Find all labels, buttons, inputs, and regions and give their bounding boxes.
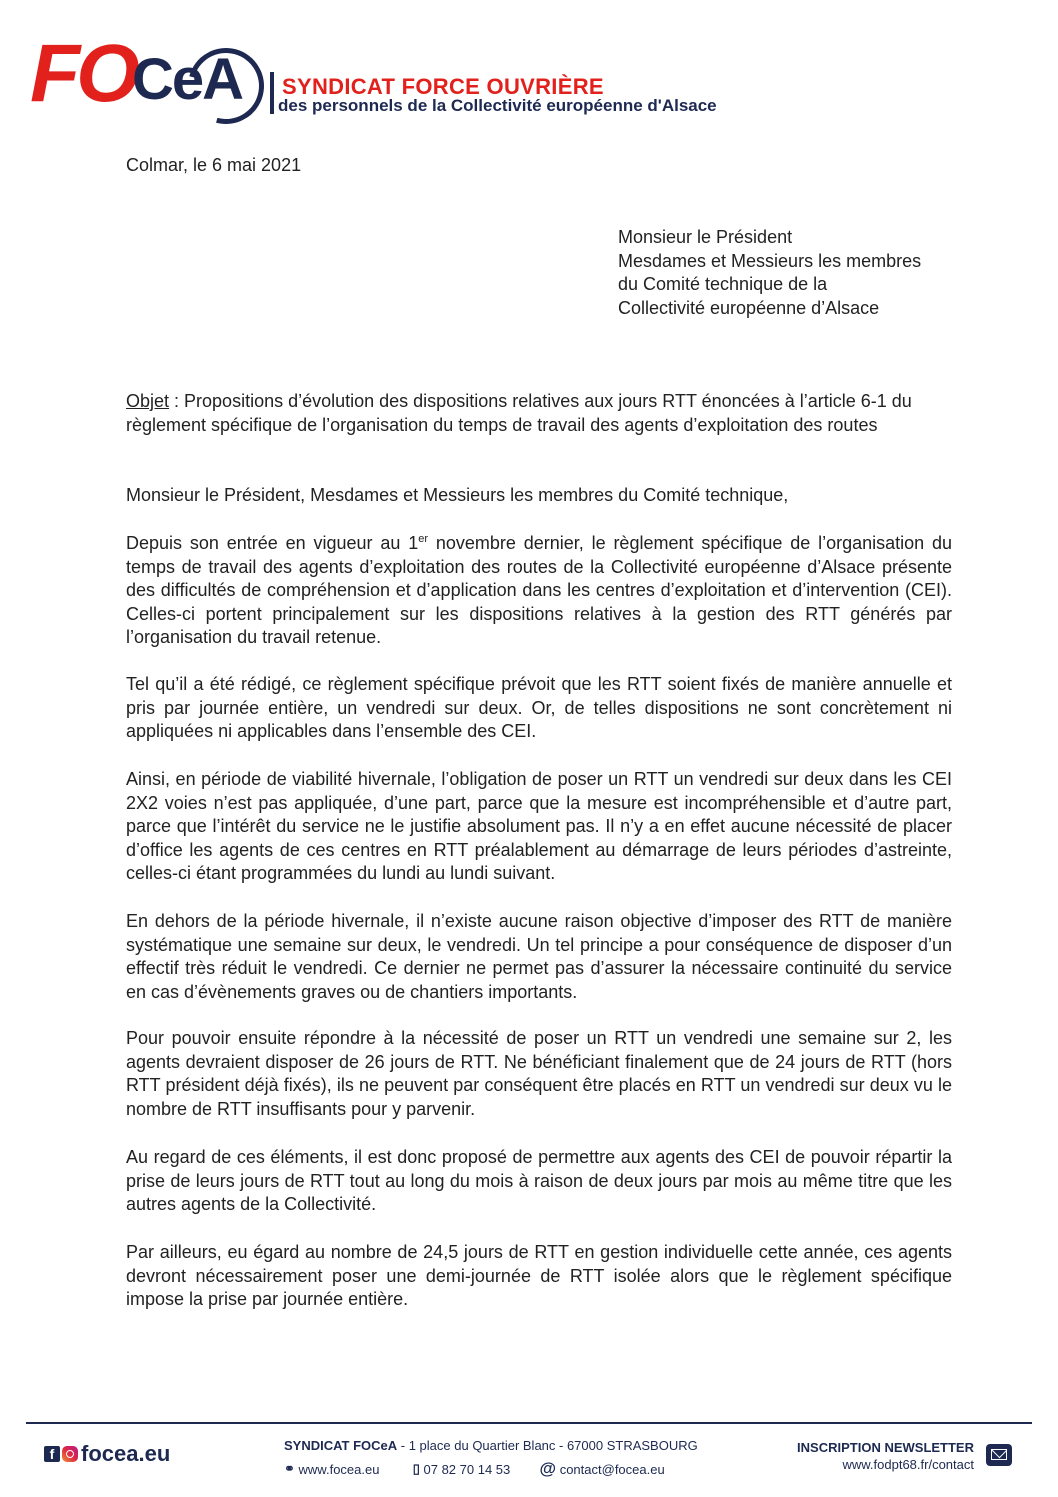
paragraph-5: Pour pouvoir ensuite répondre à la nécessité de poser un RTT un vendredi une semaine sur 2, les agents devraient disposer de 26 jours de RTT. Ne bénéficiant finalement que de 24 jours de RTT (hors RTT président déjà fixés), ils ne peuvent par conséquent être placés en RTT un vendredi sur deux vu le nombre de RTT insuffisants pour y parvenir. bbox=[126, 1028, 952, 1119]
footer-org-address: - 1 place du Quartier Blanc - 67000 STRASBOURG bbox=[397, 1438, 698, 1453]
phone-icon: ▯ bbox=[412, 1461, 420, 1476]
instagram-icon[interactable] bbox=[62, 1446, 78, 1462]
footer-org-name: SYNDICAT FOCeA bbox=[284, 1438, 398, 1453]
header-title: SYNDICAT FORCE OUVRIÈRE bbox=[282, 74, 604, 99]
footer-web[interactable]: www.focea.eu bbox=[298, 1461, 380, 1477]
footer-newsletter bbox=[797, 1440, 974, 1472]
newsletter-title: INSCRIPTION NEWSLETTER bbox=[797, 1440, 974, 1455]
recipient-line: du Comité technique de la bbox=[618, 274, 828, 294]
salutation: Monsieur le Président, Mesdames et Messieurs les membres du Comité technique, bbox=[126, 485, 789, 505]
superscript-er: er bbox=[418, 533, 428, 545]
mail-icon[interactable] bbox=[986, 1444, 1012, 1466]
at-icon: @ bbox=[539, 1459, 557, 1478]
letter-subject bbox=[126, 390, 961, 437]
subject-text: : Propositions d’évolution des dispositions relatives aux jours RTT énoncées à l’article 6-1 du règlement spécifique de l’organisation du temps de travail des agents d’exploitation des routes bbox=[126, 391, 912, 435]
letter-date: Colmar, le 6 mai 2021 bbox=[126, 155, 302, 175]
paragraph-3: Ainsi, en période de viabilité hivernale, l’obligation de poser un RTT un vendredi sur deux dans les CEI 2X2 voies n’est pas appliquée, d’une part, parce que la mesure est incompréhensible et d’autre part, parce que l’intérêt du service ne le justifie absolument pas. Il n’y a en effet aucune nécessité de placer d’office les agents de ces centres en RTT préalablement au démarrage de leurs périodes d’astreinte, celles-ci étant programmées du lundi au lundi suivant. bbox=[126, 769, 952, 883]
footer-contact-line bbox=[284, 1459, 724, 1479]
header-divider bbox=[270, 72, 274, 114]
paragraph-4: En dehors de la période hivernale, il n’existe aucune raison objective d’imposer des RTT de manière systématique une semaine sur deux, le vendredi. Un tel principe a pour conséquence de disposer d’un effectif très réduit le vendredi. Ce dernier ne permet pas d’assurer la nécessaire continuité du service en cas d’évènements graves ou de chantiers importants. bbox=[126, 911, 952, 1002]
paragraph-1-start: Depuis son entrée en vigueur au 1 bbox=[126, 533, 419, 553]
logo-fo-text: FO bbox=[30, 28, 136, 119]
recipient-line: Collectivité européenne d’Alsace bbox=[618, 297, 880, 318]
footer-address bbox=[284, 1438, 724, 1453]
footer-site-name[interactable]: focea.eu bbox=[81, 1441, 171, 1466]
recipient-line: Mesdames et Messieurs les membres bbox=[618, 250, 922, 271]
newsletter-url[interactable]: www.fodpt68.fr/contact bbox=[842, 1457, 974, 1472]
footer-contact bbox=[284, 1438, 724, 1479]
paragraph-7: Par ailleurs, eu égard au nombre de 24,5 jours de RTT en gestion individuelle cette année, ces agents devront nécessairement poser une demi-journée de RTT isolée alors que le règlement spécifique impose la prise par journée entière. bbox=[126, 1242, 952, 1309]
footer-social bbox=[44, 1441, 170, 1467]
recipient-block bbox=[618, 226, 921, 320]
focea-logo bbox=[30, 28, 260, 120]
globe-icon: ⚭ bbox=[284, 1461, 295, 1476]
facebook-icon[interactable]: f bbox=[44, 1446, 60, 1462]
footer-phone[interactable]: 07 82 70 14 53 bbox=[423, 1461, 511, 1477]
paragraph-6: Au regard de ces éléments, il est donc proposé de permettre aux agents des CEI de pouvoir répartir la prise de leurs jours de RTT tout au long du mois à raison de deux jours par mois au même titre que les autres agents de la Collectivité. bbox=[126, 1147, 952, 1214]
header-subtitle: des personnels de la Collectivité européenne d'Alsace bbox=[278, 96, 717, 115]
logo-cea-text: CeA bbox=[132, 47, 243, 112]
paragraph-1-rest: novembre dernier, le règlement spécifique de l’organisation du temps de travail des agents d’exploitation des routes de la Collectivité européenne d’Alsace présente des difficultés de compréhension et d’application dans les centres d’exploitation et d’intervention (CEI). Celles-ci portent principalement sur les dispositions relatives à la gestion des RTT générés par l’organisation du travail retenue. bbox=[126, 533, 952, 647]
paragraph-2: Tel qu’il a été rédigé, ce règlement spécifique prévoit que les RTT soient fixés de manière annuelle et pris par journée entière, un vendredi sur deux. Or, de telles dispositions ne sont concrètement ni appliquées ni applicables dans l’ensemble des CEI. bbox=[126, 674, 952, 741]
recipient-line: Monsieur le Président bbox=[618, 227, 793, 247]
paragraph-1 bbox=[126, 532, 952, 650]
footer-email[interactable]: contact@focea.eu bbox=[559, 1461, 665, 1477]
subject-label: Objet bbox=[126, 391, 170, 411]
footer-divider bbox=[26, 1422, 1032, 1424]
